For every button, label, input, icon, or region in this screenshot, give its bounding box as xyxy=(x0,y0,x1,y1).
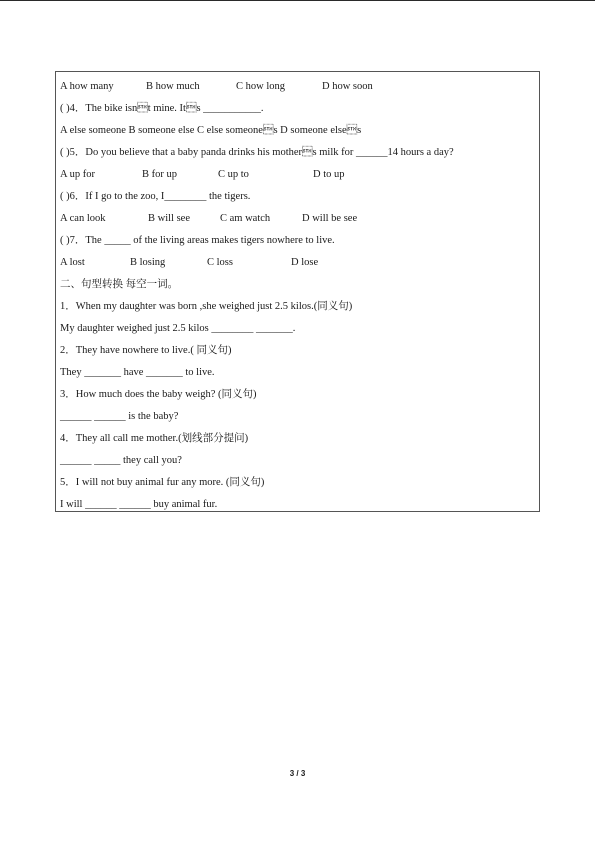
option-b: B for up xyxy=(142,169,177,180)
option-c: C loss xyxy=(207,257,233,268)
option-c: C up to xyxy=(218,169,249,180)
option-a: A up for xyxy=(60,169,95,180)
q3-options xyxy=(60,80,373,93)
transform-4: 4．They all call me mother.(划线部分提问) xyxy=(60,433,249,444)
q7-options xyxy=(60,256,318,269)
q6-options xyxy=(60,212,357,225)
page-number: 3 / 3 xyxy=(289,769,306,778)
question-5: ( )5．Do you believe that a baby panda drinks his mothers milk for ______14 hours a day? xyxy=(60,147,454,158)
option-d: D how soon xyxy=(322,81,373,92)
option-b: B will see xyxy=(148,213,190,224)
transform-2: 2．They have nowhere to live.( 同义句) xyxy=(60,345,232,356)
transform-5-answer: I will ______ ______ buy animal fur. xyxy=(60,499,218,510)
question-4: ( )4．The bike isnt mine. Its ___________. xyxy=(60,103,264,114)
option-a: A lost xyxy=(60,257,85,268)
transform-5: 5．I will not buy animal fur any more. (同义句) xyxy=(60,477,265,488)
option-c: C am watch xyxy=(220,213,271,224)
section-2-title: 二、句型转换 每空一词。 xyxy=(60,279,179,290)
option-d: D will be see xyxy=(302,213,358,224)
transform-3: 3．How much does the baby weigh? (同义句) xyxy=(60,389,257,400)
option-b: B losing xyxy=(130,257,166,268)
transform-4-answer: ______ _____ they call you? xyxy=(60,455,182,466)
option-a: A can look xyxy=(60,213,106,224)
option-d: D to up xyxy=(313,169,345,180)
transform-1-answer: My daughter weighed just 2.5 kilos ________ _______. xyxy=(60,323,296,334)
option-b: B how much xyxy=(146,81,200,92)
option-c: C how long xyxy=(236,81,286,92)
transform-3-answer: ______ ______ is the baby? xyxy=(60,411,179,422)
transform-1: 1．When my daughter was born ,she weighed just 2.5 kilos.(同义句) xyxy=(60,301,353,312)
transform-2-answer: They _______ have _______ to live. xyxy=(60,367,215,378)
question-7: ( )7．The _____ of the living areas makes tigers nowhere to live. xyxy=(60,235,335,246)
top-rule xyxy=(0,0,595,1)
question-6: ( )6．If I go to the zoo, I________ the tigers. xyxy=(60,191,251,202)
option-d: D lose xyxy=(291,257,319,268)
question-box xyxy=(55,71,540,512)
q4-options: A else someone B someone else C else someones D someone elses xyxy=(60,125,362,136)
option-a: A how many xyxy=(60,81,114,92)
q5-options xyxy=(60,168,345,181)
